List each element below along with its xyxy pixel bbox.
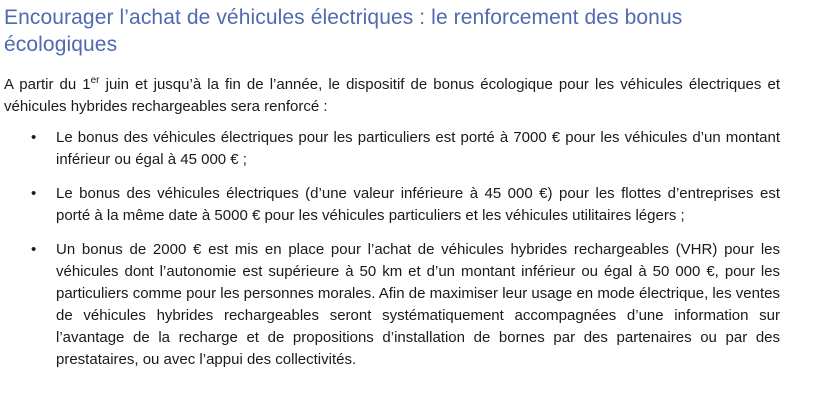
intro-ordinal-superscript: er: [90, 75, 100, 86]
bullet-icon: •: [31, 129, 37, 146]
bullet-list: [4, 127, 780, 371]
list-item: [4, 183, 780, 227]
bullet-icon: •: [31, 241, 37, 258]
intro-text-end: juin et jusqu’à la fin de l’année, le dispositif de bonus écologique pour les véhicules électriques et véhicules hybrides rechargeables sera renforcé :: [4, 76, 780, 115]
list-item: [4, 127, 780, 171]
document-page: [4, 4, 780, 383]
list-item-text: Le bonus des véhicules électriques pour les particuliers est porté à 7000 € pour les véhicules d’un montant inférieur ou égal à 45 000 € ;: [56, 129, 780, 168]
intro-paragraph: [4, 74, 780, 118]
bullet-icon: •: [31, 185, 37, 202]
list-item-text: Le bonus des véhicules électriques (d’une valeur inférieure à 45 000 €) pour les flottes d’entreprises est porté à la même date à 5000 € pour les véhicules particuliers et les véhicules utilitaires légers ;: [56, 185, 780, 224]
list-item: [4, 239, 780, 371]
section-heading: Encourager l’achat de véhicules électriques : le renforcement des bonus écologiques: [4, 6, 683, 56]
list-item-text: Un bonus de 2000 € est mis en place pour l’achat de véhicules hybrides rechargeables (VHR) pour les véhicules dont l’autonomie est supérieure à 50 km et d’un montant inférieur ou égal à 50 000 €, pour les particuliers comme pour les personnes morales. Afin de maximiser leur usage en mode électrique, les ventes de véhicules hybrides rechargeables seront systématiquement accompagnées d’une information sur l’avantage de la recharge et de propositions d’installation de bornes par des partenaires ou par des prestataires, ou avec l’appui des collectivités.: [56, 241, 780, 368]
intro-text-start: A partir du 1: [4, 76, 91, 93]
